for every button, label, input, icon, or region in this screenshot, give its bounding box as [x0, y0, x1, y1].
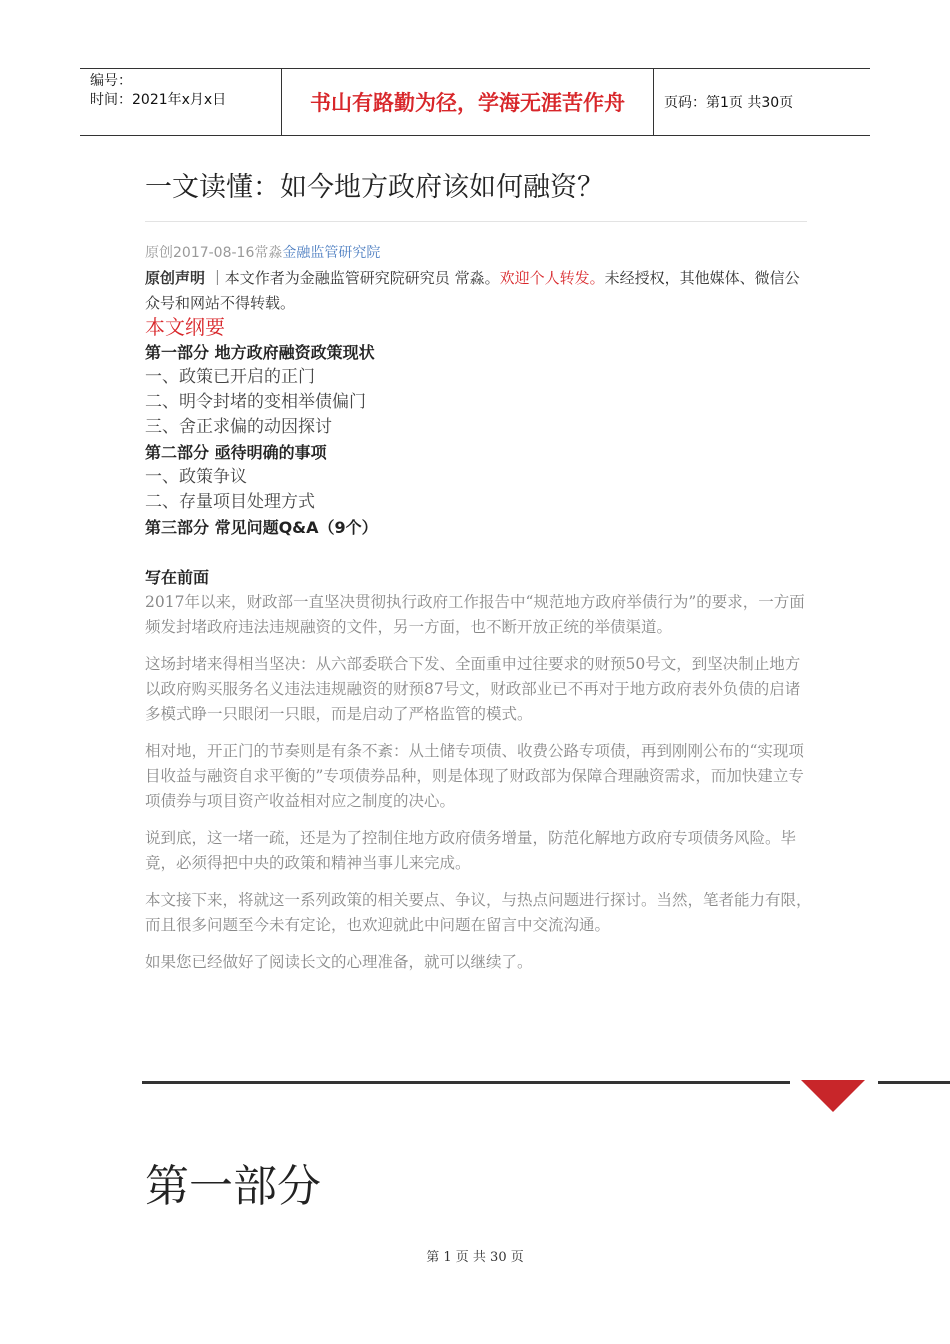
part-title: 第一部分: [145, 1161, 321, 1212]
outline-item: 第三部分 常见问题Q&A（9个）: [145, 518, 378, 537]
declaration-label: 原创声明: [145, 269, 206, 287]
document-header: [80, 68, 870, 136]
date-label: 时间：2021年x月x日: [90, 92, 227, 108]
intro-paragraph: 这场封堵来得相当坚决：从六部委联合下发、全面重申过往要求的财预50号文，到坚决制止地方以政府购买服务名义违法违规融资的财预87号文，财政部业已不再对于地方政府表外负债的启诸多模式睁一只眼闭一只眼，而是启动了严格监管的模式。: [145, 655, 801, 723]
number-label: 编号：: [90, 73, 132, 89]
page-footer: 第 1 页 共 30 页: [426, 1250, 524, 1265]
outline-item: 一、政策已开启的正门: [145, 367, 315, 387]
header-info-cell: [80, 69, 282, 135]
declaration-highlight: 欢迎个人转发。: [499, 269, 605, 287]
intro-paragraph: 说到底，这一堵一疏，还是为了控制住地方政府债务增量，防范化解地方政府专项债务风险。毕竟，必须得把中央的政策和精神当事儿来完成。: [145, 829, 797, 872]
outline-item: 一、政策争议: [145, 467, 247, 487]
motto: 书山有路勤为径，学海无涯苦作舟: [282, 69, 654, 135]
outline-item: 二、存量项目处理方式: [145, 492, 315, 512]
triangle-marker-icon: [801, 1080, 865, 1112]
meta-date-author: 原创2017-08-16常淼: [145, 245, 283, 261]
intro-paragraph: 2017年以来，财政部一直坚决贯彻执行政府工作报告中“规范地方政府举债行为”的要求，一方面频发封堵政府违法违规融资的文件，另一方面，也不断开放正统的举债渠道。: [145, 593, 805, 636]
intro-paragraph: 相对地，开正门的节奏则是有条不紊：从土储专项债、收费公路专项债，再到刚刚公布的“实现项目收益与融资自求平衡的”专项债券品种，则是体现了财政部为保障合理融资需求，而加快建立专项债券与项目资产收益相对应之制度的决心。: [145, 742, 804, 810]
outline-title: 本文纲要: [145, 315, 225, 339]
intro-paragraph: 本文接下来，将就这一系列政策的相关要点、争议，与热点问题进行探讨。当然，笔者能力有限，而且很多问题至今未有定论，也欢迎就此中问题在留言中交流沟通。: [145, 891, 812, 934]
outline-item: 二、明令封堵的变相举债偏门: [145, 392, 366, 412]
outline-item: 三、舍正求偏的动因探讨: [145, 417, 332, 437]
outline: [145, 314, 805, 540]
intro-paragraph: 如果您已经做好了阅读长文的心理准备，就可以继续了。: [145, 953, 533, 971]
title-divider: [145, 221, 807, 222]
copyright-declaration: [145, 266, 810, 316]
declaration-text: ｜本文作者为金融监管研究院研究员 常淼。: [209, 269, 500, 287]
outline-item: 第二部分 亟待明确的事项: [145, 443, 327, 462]
page-info: 页码：第1页 共30页: [664, 95, 794, 111]
section-divider-left: [142, 1081, 790, 1084]
article-title: 一文读懂：如今地方政府该如何融资？: [145, 172, 604, 203]
source-link[interactable]: 金融监管研究院: [282, 245, 381, 261]
article-meta: [145, 242, 380, 262]
intro-heading: 写在前面: [145, 568, 210, 587]
section-divider-right: [878, 1081, 950, 1084]
declaration-rest: 未经授权，其他媒体、微信公众号和网站不得转载。: [145, 269, 800, 312]
intro-section: [145, 565, 813, 987]
outline-item: 第一部分 地方政府融资政策现状: [145, 343, 375, 362]
